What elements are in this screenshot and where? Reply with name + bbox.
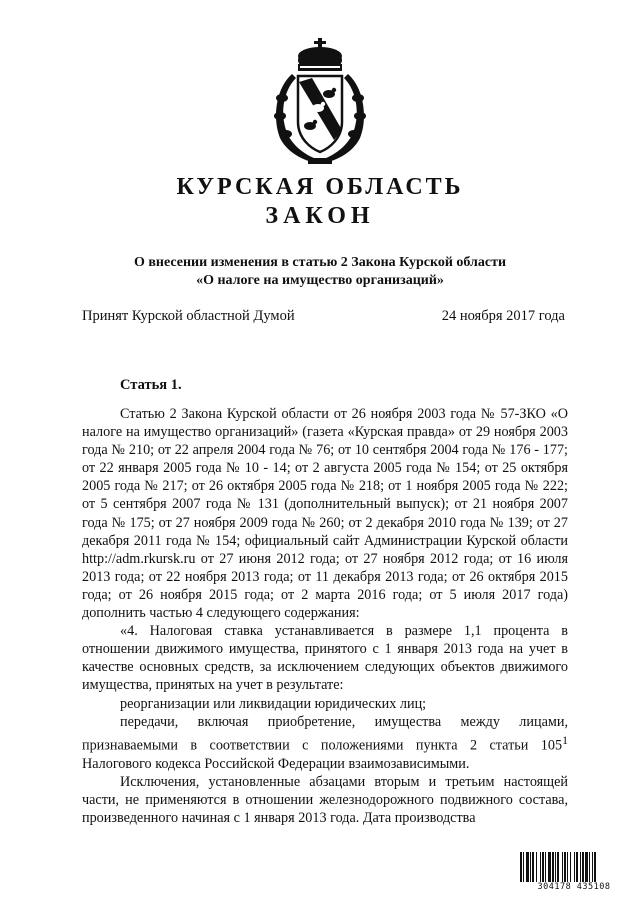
article-body xyxy=(82,405,568,827)
barcode-bar xyxy=(585,852,588,882)
barcode-bar xyxy=(555,852,556,882)
law-subject-line-1: О внесении изменения в статью 2 Закона Курской области xyxy=(133,255,507,270)
kursk-coat-of-arms-icon xyxy=(268,38,372,168)
adoption-date: 24 ноября 2017 года xyxy=(441,308,565,324)
barcode-bar xyxy=(557,852,559,882)
barcode-bar xyxy=(570,852,571,882)
barcode-bar xyxy=(552,852,554,882)
barcode-bar xyxy=(545,852,546,882)
article-paragraph: Статью 2 Закона Курской области от 26 ноября 2003 года № 57-ЗКО «О налоге на имущество организаций» (газета «Курская правда» от 29 ноября 2003 года № 210; от 22 апреля 2004 года № 76; от 10 сентября 2004 года № 176 - 177; от 22 января 2005 года № 10 - 14; от 2 августа 2005 года № 154; от 25 октября 2005 года № 217; от 26 октября 2005 года № 218; от 1 ноября 2005 года № 222; от 5 сентября 2007 года № 131 (дополнительный выпуск); от 21 ноября 2007 года № 175; от 27 ноября 2009 года № 260; от 2 декабря 2010 года № 139; от 27 декабря 2011 года № 154; официальный сайт Администрации Курской области http://adm.rkursk.ru от 27 июня 2012 года; от 27 ноября 2012 года; от 16 июля 2013 года; от 22 ноября 2013 года; от 11 декабря 2013 года; от 26 октября 2015 года; от 26 ноября 2015 года; от 2 марта 2016 года; от 5 июля 2017 года) дополнить частью 4 следующего содержания: xyxy=(82,406,568,622)
law-subject-line-2: «О налоге на имущество организаций» xyxy=(196,273,444,288)
article-paragraph: Исключения, установленные абзацами вторым и третьим настоящей части, не применяются в отношении железнодорожного подвижного состава, произведенного начиная с 1 января 2013 года. Дата производства xyxy=(82,773,568,826)
barcode-bar xyxy=(532,852,534,882)
paragraph-text: Налогового кодекса Российской Федерации взаимозависимыми. xyxy=(82,755,470,772)
article-paragraph xyxy=(82,713,568,773)
document-barcode xyxy=(518,852,630,894)
barcode-bar xyxy=(526,852,529,882)
barcode-bar xyxy=(574,852,575,882)
paragraph-text: передачи, включая приобретение, имущества между лицами, признаваемыми в соответствии с положениями пункта 2 статьи 105 xyxy=(82,713,568,754)
barcode-bar xyxy=(548,852,551,882)
barcode-bar xyxy=(589,852,590,882)
barcode-icon xyxy=(518,852,630,884)
barcode-bar xyxy=(567,852,568,882)
barcode-number: 304178 435108 xyxy=(537,882,611,892)
adopted-by: Принят Курской областной Думой xyxy=(82,308,295,324)
barcode-bar xyxy=(582,852,584,882)
barcode-bar xyxy=(592,852,593,882)
barcode-bar xyxy=(594,852,596,882)
article-paragraph: реорганизации или ликвидации юридических лиц; xyxy=(120,695,427,712)
barcode-bar xyxy=(564,852,566,882)
article-paragraph: «4. Налоговая ставка устанавливается в размере 1,1 процента в отношении движимого имущества, принятого с 1 января 2013 года на учет в качестве основных средств, за исключением следующих объектов движимого имущества, принятых на учет в результате: xyxy=(82,623,568,694)
article-title: Статья 1. xyxy=(120,377,182,393)
barcode-bar xyxy=(576,852,578,882)
law-subject xyxy=(0,254,640,290)
superscript-number: 1 xyxy=(562,732,568,747)
barcode-bar xyxy=(523,852,524,882)
barcode-bar xyxy=(540,852,541,882)
barcode-bar xyxy=(536,852,537,882)
barcode-bar xyxy=(530,852,531,882)
barcode-bar xyxy=(580,852,581,882)
barcode-bar xyxy=(542,852,544,882)
region-title: КУРСКАЯ ОБЛАСТЬ xyxy=(176,174,464,200)
barcode-bar xyxy=(520,852,522,882)
barcode-bar xyxy=(562,852,563,882)
document-type-title: ЗАКОН xyxy=(265,203,375,229)
